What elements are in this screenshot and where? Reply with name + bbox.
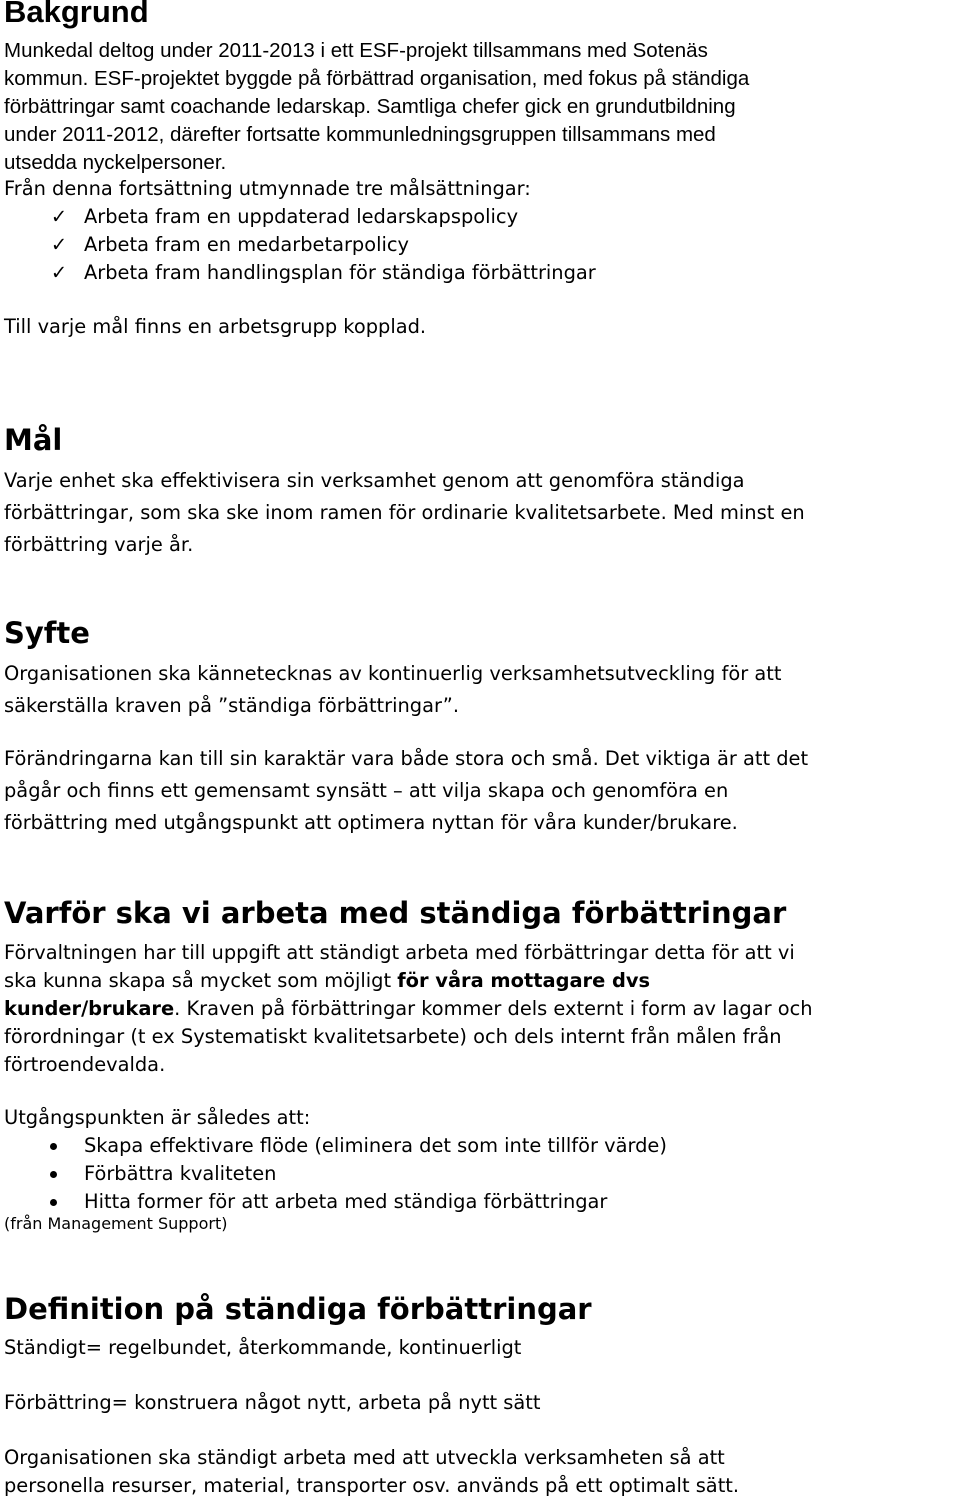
text-line: förtroendevalda.	[4, 1053, 166, 1076]
text-line: förbättring varje år.	[4, 533, 194, 556]
check-icon: ✓	[50, 261, 68, 284]
source-note: (från Management Support)	[4, 1214, 228, 1233]
text-line: förbättring med utgångspunkt att optimera nyttan för våra kunder/brukare.	[4, 811, 738, 834]
goals-list	[4, 203, 958, 287]
varfor-paragraph	[4, 939, 958, 1079]
definition-standigt: Ständigt= regelbundet, återkommande, kontinuerligt	[4, 1336, 522, 1359]
list-item-text: Arbeta fram en medarbetarpolicy	[84, 233, 410, 256]
text-span: ska kunna skapa så mycket som möjligt	[4, 969, 398, 992]
list-item	[4, 259, 958, 287]
emphasis-text: kunder/brukare	[4, 997, 175, 1020]
text-line: förbättringar, som ska ske inom ramen för ordinarie kvalitetsarbete. Med minst en	[4, 501, 805, 524]
text-line	[4, 995, 958, 1023]
list-item-text: Arbeta fram en uppdaterad ledarskapspolicy	[84, 205, 519, 228]
check-icon: ✓	[50, 233, 68, 256]
text-span: . Kraven på förbättringar kommer dels externt i form av lagar och	[174, 997, 813, 1020]
syfte-paragraph-2	[4, 743, 958, 839]
text-line	[4, 967, 958, 995]
list-item-text: Förbättra kvaliteten	[84, 1162, 277, 1185]
text-line: Organisationen ska kännetecknas av kontinuerlig verksamhetsutveckling för att	[4, 662, 782, 685]
check-icon: ✓	[50, 205, 68, 228]
bullet-icon	[50, 1171, 57, 1178]
list-item-text: Skapa effektivare flöde (eliminera det som inte tillför värde)	[84, 1134, 667, 1157]
list-item	[4, 1132, 958, 1160]
text-line: Förändringarna kan till sin karaktär vara både stora och små. Det viktiga är att det	[4, 747, 809, 770]
points-list	[4, 1132, 958, 1216]
list-item	[4, 1188, 958, 1216]
list-item	[4, 1160, 958, 1188]
text-line: utsedda nyckelpersoner.	[4, 151, 227, 174]
definition-forbattring: Förbättring= konstruera något nytt, arbeta på nytt sätt	[4, 1391, 541, 1414]
list-item-text: Hitta former för att arbeta med ständiga förbättringar	[84, 1190, 608, 1213]
heading-mal: Mål	[4, 423, 63, 457]
mal-paragraph	[4, 465, 958, 561]
text-line: kommun. ESF-projektet byggde på förbättrad organisation, med fokus på ständiga	[4, 67, 750, 90]
definition-paragraph	[4, 1444, 958, 1500]
goals-intro: Från denna fortsättning utmynnade tre målsättningar:	[4, 177, 531, 200]
list-item	[4, 231, 958, 259]
text-line: Munkedal deltog under 2011-2013 i ett ESF-projekt tillsammans med Sotenäs	[4, 39, 708, 62]
text-line: Organisationen ska ständigt arbeta med att utveckla verksamheten så att	[4, 1446, 725, 1469]
heading-definition: Definition på ständiga förbättringar	[4, 1292, 592, 1326]
list-item-text: Arbeta fram handlingsplan för ständiga förbättringar	[84, 261, 596, 284]
bakgrund-paragraph	[4, 37, 958, 177]
points-intro: Utgångspunkten är således att:	[4, 1106, 311, 1129]
text-line: förbättringar samt coachande ledarskap. Samtliga chefer gick en grundutbildning	[4, 95, 736, 118]
text-line: under 2011-2012, därefter fortsatte kommunledningsgruppen tillsammans med	[4, 123, 716, 146]
text-line: Förvaltningen har till uppgift att ständigt arbeta med förbättringar detta för att vi	[4, 941, 795, 964]
text-line: säkerställa kraven på ”ständiga förbättringar”.	[4, 694, 459, 717]
bullet-icon	[50, 1143, 57, 1150]
emphasis-text: för våra mottagare dvs	[397, 969, 651, 992]
bullet-icon	[50, 1199, 57, 1206]
list-item	[4, 203, 958, 231]
text-line: Varje enhet ska effektivisera sin verksamhet genom att genomföra ständiga	[4, 469, 745, 492]
bakgrund-goals-block	[4, 175, 958, 287]
text-line: förordningar (t ex Systematiskt kvalitetsarbete) och dels internt från målen från	[4, 1025, 782, 1048]
heading-varfor: Varför ska vi arbeta med ständiga förbättringar	[4, 896, 787, 930]
varfor-points-block	[4, 1104, 958, 1216]
text-line: pågår och finns ett gemensamt synsätt – att vilja skapa och genomföra en	[4, 779, 729, 802]
syfte-paragraph-1	[4, 658, 958, 722]
text-line: personella resurser, material, transporter osv. används på ett optimalt sätt.	[4, 1474, 740, 1497]
heading-syfte: Syfte	[4, 616, 90, 650]
bakgrund-closing: Till varje mål finns en arbetsgrupp kopplad.	[4, 315, 427, 338]
heading-bakgrund: Bakgrund	[4, 0, 149, 29]
